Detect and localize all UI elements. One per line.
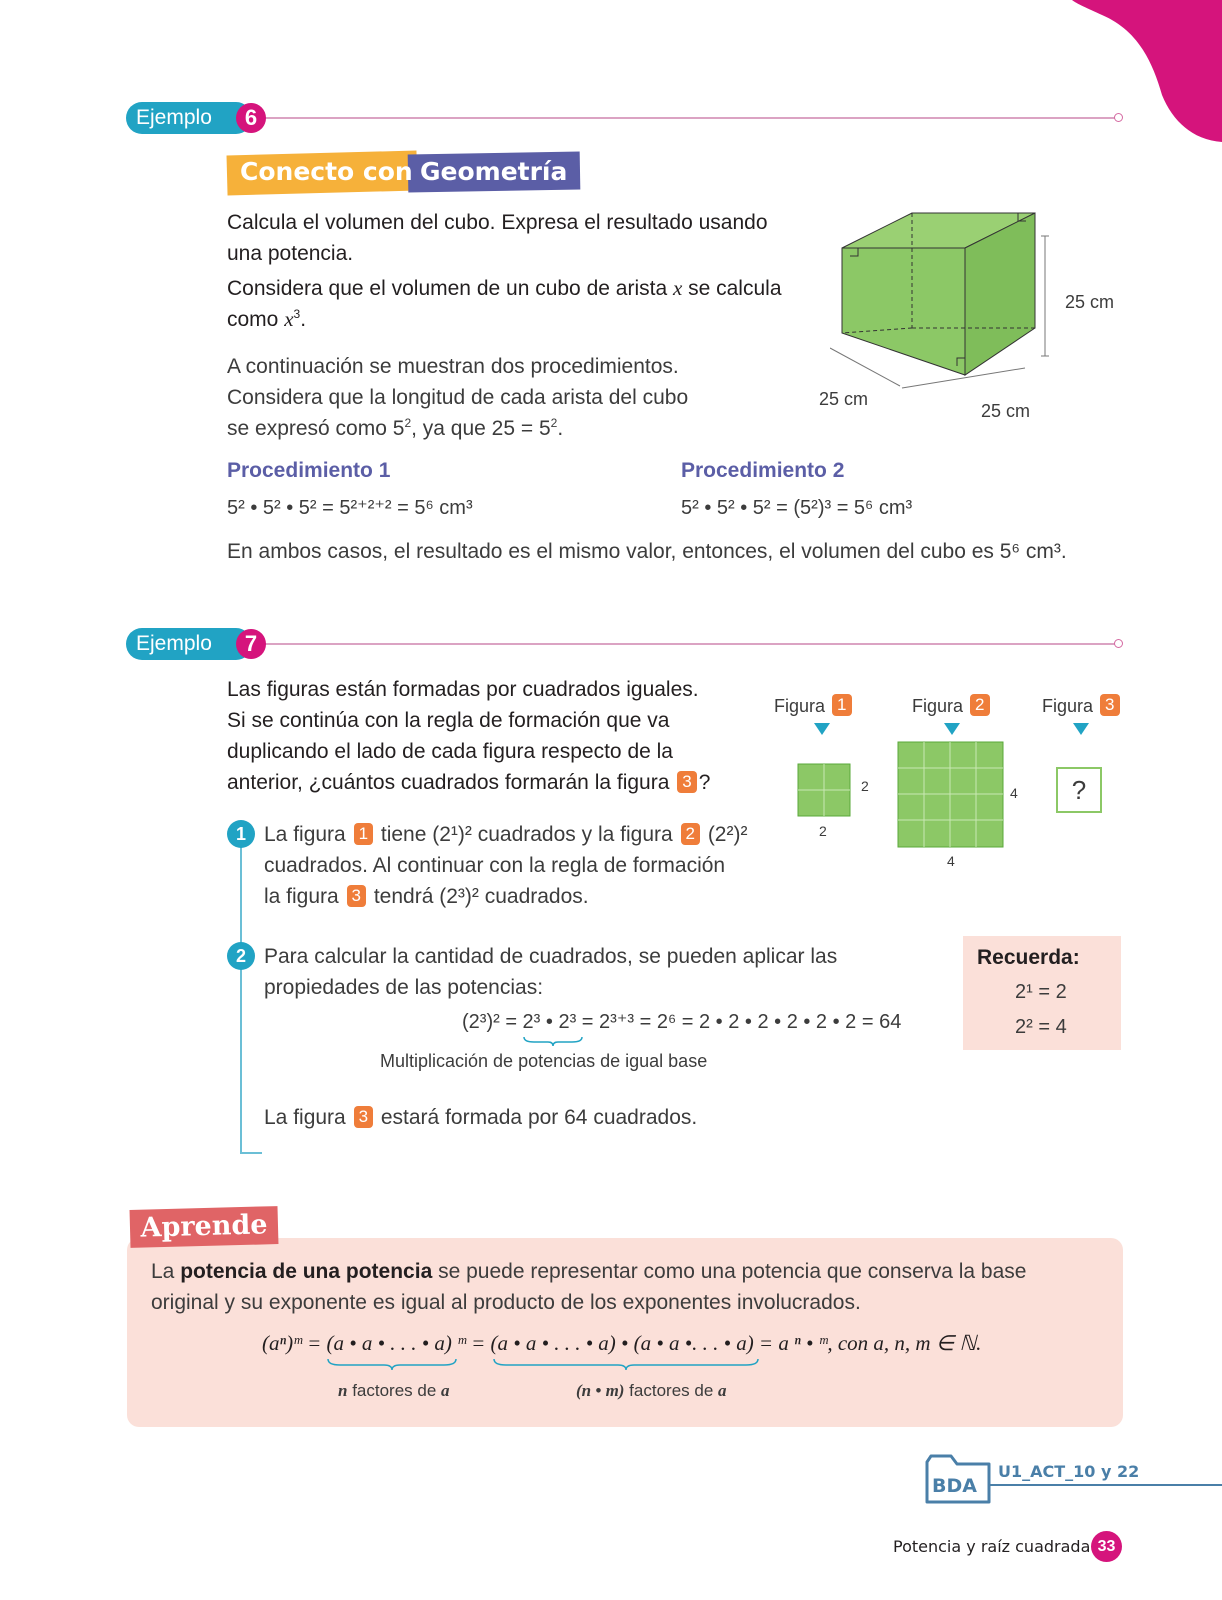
cube-depth-label: 25 cm (819, 389, 869, 409)
procedure-intro-1: A continuación se muestran dos procedimientos. (227, 355, 679, 378)
example-label: Ejemplo (126, 628, 252, 660)
remember-line-2: 2² = 4 (1015, 1016, 1067, 1038)
step-1-number: 1 (227, 820, 255, 848)
step-2-formula: (2³)² = 2³ • 2³ = 2³⁺³ = 2⁶ = 2 • 2 • 2 • 2 • 2 • 2 = 64 (462, 1011, 902, 1033)
learn-tag: Aprende (130, 1206, 279, 1248)
corner-decoration (1022, 0, 1222, 150)
figure-1-bottom-label: 2 (819, 823, 827, 839)
question-line-4: como $x^3$. (227, 307, 307, 331)
divider-end-dot (1114, 639, 1123, 648)
procedure-1-formula: 5² • 5² • 5² = 5²⁺²⁺² = 5⁶ cm³ (227, 497, 473, 519)
question-line-3: Considera que el volumen de un cubo de arista x se calcula (227, 276, 782, 300)
figure-3-arrow-icon (1073, 723, 1089, 735)
bda-line (990, 1484, 1222, 1486)
question-line-4: anterior, ¿cuántos cuadrados formarán la figura 3 ? (227, 771, 711, 794)
figure-1-grid (797, 763, 852, 818)
page-number: 33 (1091, 1531, 1122, 1562)
cube-diagram (830, 208, 1050, 408)
steps-connector-line (240, 838, 242, 1154)
step-2-number: 2 (227, 942, 255, 970)
step-1-line-3: la figura 3 tendrá (2³)² cuadrados. (264, 885, 589, 908)
final-answer: La figura 3 estará formada por 64 cuadrados. (264, 1106, 698, 1129)
cube-height-label: 25 cm (1065, 292, 1115, 312)
footer-title: Potencia y raíz cuadrada (893, 1537, 1091, 1556)
remember-box (963, 936, 1121, 1050)
formula-brace (522, 1035, 584, 1047)
step-1-line-2: cuadrados. Al continuar con la regla de formación (264, 854, 726, 877)
question-line-2: una potencia. (227, 242, 354, 265)
step-2-line-2: propiedades de las potencias: (264, 976, 544, 999)
procedure-intro-3: se expresó como $5^2$, ya que $25 = 5^2$. (227, 416, 564, 440)
figure-1-label: Figura 1 (774, 694, 854, 717)
step-2-line-1: Para calcular la cantidad de cuadrados, se pueden aplicar las (264, 945, 838, 968)
figure-2-grid (897, 741, 1005, 849)
figure-3-unknown: ? (1056, 767, 1102, 813)
steps-connector-end (240, 1152, 262, 1154)
example-label: Ejemplo (126, 102, 252, 134)
figure-2-bottom-label: 4 (947, 853, 955, 869)
learn-brace-1-note: n factores de a (338, 1381, 450, 1400)
figure-2-label: Figura 2 (912, 694, 992, 717)
learn-brace-2-note: (n • m) factores de a (576, 1381, 727, 1400)
geometry-tag: Geometría (420, 157, 568, 186)
remember-title: Recuerda: (977, 946, 1080, 969)
section-divider (250, 117, 1118, 119)
connect-tag: Conecto con (240, 157, 413, 186)
figure-1-arrow-icon (814, 723, 830, 735)
figure-2-arrow-icon (944, 723, 960, 735)
figure-2-side-label: 4 (1010, 785, 1018, 801)
procedure-intro-2: Considera que la longitud de cada arista del cubo (227, 386, 689, 409)
question-line-1: Calcula el volumen del cubo. Expresa el resultado usando (227, 211, 768, 234)
step-1-line-1: La figura 1 tiene (2¹)² cuadrados y la figura 2 (2²)² (264, 823, 748, 846)
procedure-2-formula: 5² • 5² • 5² = (5²)³ = 5⁶ cm³ (681, 497, 913, 519)
question-line-3: duplicando el lado de cada figura respecto de la (227, 740, 673, 763)
question-line-2: Si se continúa con la regla de formación que va (227, 709, 670, 732)
bda-code[interactable]: U1_ACT_10 y 22 (998, 1462, 1140, 1481)
learn-brace-2 (492, 1357, 764, 1371)
formula-note: Multiplicación de potencias de igual base (380, 1051, 708, 1071)
section-divider (250, 643, 1118, 645)
procedure-2-title: Procedimiento 2 (681, 459, 845, 482)
learn-line-1: La potencia de una potencia se puede representar como una potencia que conserva la base (151, 1260, 1027, 1283)
procedure-1-title: Procedimiento 1 (227, 459, 391, 482)
example-number: 6 (236, 103, 266, 133)
remember-line-1: 2¹ = 2 (1015, 981, 1067, 1003)
conclusion-text: En ambos casos, el resultado es el mismo valor, entonces, el volumen del cubo es 5⁶ cm³. (227, 540, 1067, 563)
learn-brace-1 (326, 1357, 462, 1371)
bda-label: BDA (932, 1475, 977, 1497)
figure-1-side-label: 2 (861, 778, 869, 794)
learn-line-2: original y su exponente es igual al producto de los exponentes involucrados. (151, 1291, 861, 1314)
divider-end-dot (1114, 113, 1123, 122)
figure-3-label: Figura 3 (1042, 694, 1122, 717)
cube-width-label: 25 cm (981, 401, 1031, 421)
question-line-1: Las figuras están formadas por cuadrados iguales. (227, 678, 699, 701)
learn-formula: (aⁿ)ᵐ = (a • a • . . . • a) ᵐ = (a • a • . . . • a) • (a • a •. . . • a) = a ⁿ • ᵐ, con a, n, m ∈ ℕ. (262, 1331, 982, 1355)
example-number: 7 (236, 629, 266, 659)
